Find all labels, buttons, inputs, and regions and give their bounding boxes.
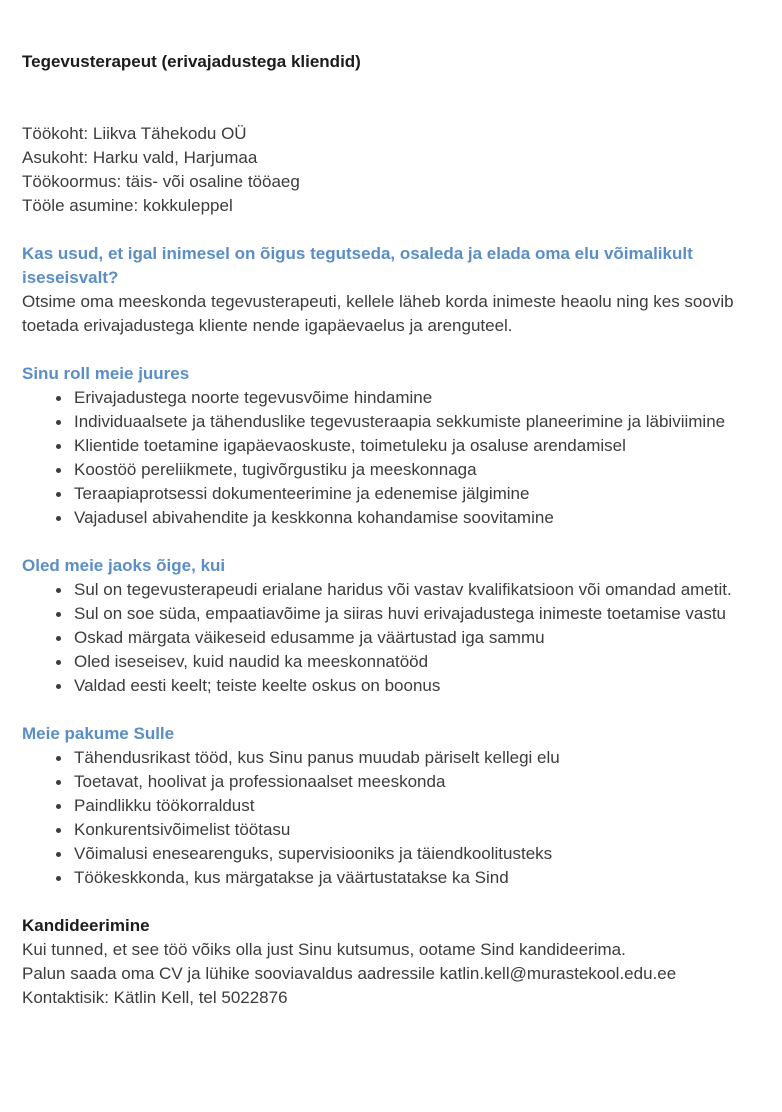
detail-workplace: Töökoht: Liikva Tähekodu OÜ (22, 124, 247, 143)
intro-heading: Kas usud, et igal inimesel on õigus tegutseda, osaleda ja elada oma elu võimalikult iseseisvalt? (22, 244, 693, 287)
section-role-bullet-list (22, 386, 762, 530)
detail-location: Asukoht: Harku vald, Harjumaa (22, 148, 258, 167)
list-item: Klientide toetamine igapäevaoskuste, toimetuleku ja osaluse arendamisel (56, 434, 762, 458)
list-item: Erivajadustega noorte tegevusvõime hindamine (56, 386, 762, 410)
list-item: Vajadusel abivahendite ja keskkonna kohandamise soovitamine (56, 506, 762, 530)
intro-section (22, 242, 762, 338)
list-item: Koostöö pereliikmete, tugivõrgustiku ja meeskonnaga (56, 458, 762, 482)
list-item: Oskad märgata väikeseid edusamme ja väärtustad iga sammu (56, 626, 762, 650)
section-offer-heading: Meie pakume Sulle (22, 724, 175, 743)
section-requirements-heading: Oled meie jaoks õige, kui (22, 556, 226, 575)
list-item: Töökeskkonda, kus märgatakse ja väärtustatakse ka Sind (56, 866, 762, 890)
list-item: Sul on tegevusterapeudi erialane haridus või vastav kvalifikatsioon või omandad ametit. (56, 578, 762, 602)
section-role (22, 362, 762, 530)
section-offer-bullet-list (22, 746, 762, 890)
closing-section (22, 914, 762, 1010)
closing-call-to-action: Kui tunned, et see töö võiks olla just Sinu kutsumus, ootame Sind kandideerima. (22, 940, 626, 959)
section-offer (22, 722, 762, 890)
section-requirements (22, 554, 762, 698)
closing-application-email: Palun saada oma CV ja lühike sooviavaldus aadressile katlin.kell@murastekool.edu.ee (22, 964, 677, 983)
list-item: Tähendusrikast tööd, kus Sinu panus muudab päriselt kellegi elu (56, 746, 762, 770)
list-item: Valdad eesti keelt; teiste keelte oskus on boonus (56, 674, 762, 698)
list-item: Toetavat, hoolivat ja professionaalset meeskonda (56, 770, 762, 794)
list-item: Paindlikku töökorraldust (56, 794, 762, 818)
closing-contact-person: Kontaktisik: Kätlin Kell, tel 5022876 (22, 988, 288, 1007)
intro-paragraph: Otsime oma meeskonda tegevusterapeuti, kellele läheb korda inimeste heaolu ning kes soovib toetada erivajadustega kliente nende igapäevaelus ja arenguteel. (22, 292, 734, 335)
detail-start-date: Tööle asumine: kokkuleppel (22, 196, 233, 215)
job-details (22, 122, 762, 218)
list-item: Individuaalsete ja tähenduslike tegevusteraapia sekkumiste planeerimine ja läbiviimine (56, 410, 762, 434)
list-item: Teraapiaprotsessi dokumenteerimine ja edenemise jälgimine (56, 482, 762, 506)
detail-workload: Töökoormus: täis- või osaline tööaeg (22, 172, 300, 191)
job-title: Tegevusterapeut (erivajadustega kliendid) (22, 52, 361, 71)
closing-heading: Kandideerimine (22, 916, 150, 935)
list-item: Võimalusi enesearenguks, supervisiooniks ja täiendkoolitusteks (56, 842, 762, 866)
section-role-heading: Sinu roll meie juures (22, 364, 190, 383)
list-item: Konkurentsivõimelist töötasu (56, 818, 762, 842)
list-item: Oled iseseisev, kuid naudid ka meeskonnatööd (56, 650, 762, 674)
list-item: Sul on soe süda, empaatiavõime ja siiras huvi erivajadustega inimeste toetamise vastu (56, 602, 762, 626)
section-requirements-bullet-list (22, 578, 762, 698)
